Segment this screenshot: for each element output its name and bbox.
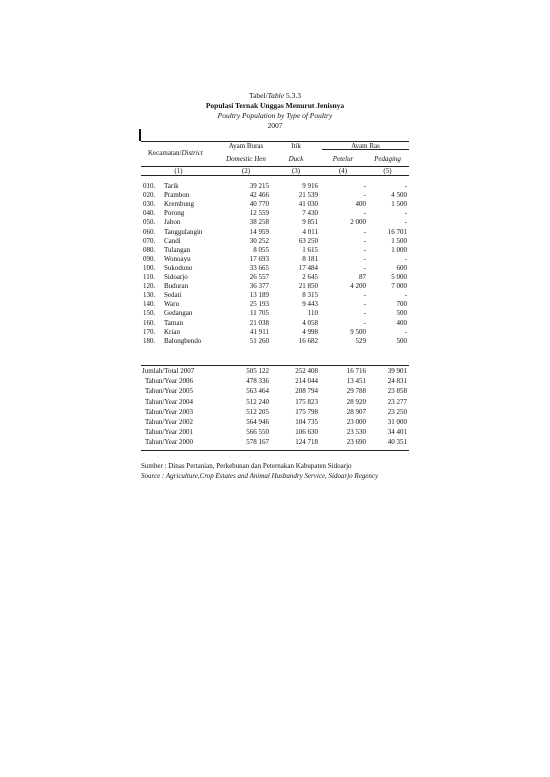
district-code: 020.	[143, 191, 156, 200]
domestic-hen-value: 51 260	[249, 336, 269, 345]
duck-value: 4 998	[302, 327, 318, 336]
domestic-hen-value: 14 959	[249, 227, 269, 236]
pedaging-value: 600	[396, 263, 407, 272]
petelur-total: 13 451	[346, 377, 366, 386]
duck-value: 7 430	[302, 209, 318, 218]
duck-value: 4 011	[302, 227, 318, 236]
petelur-total: 28 920	[346, 397, 366, 406]
petelur-value: -	[363, 263, 366, 272]
district-name: Tanggulangin	[164, 227, 203, 236]
district-name: Prambon	[164, 191, 190, 200]
domestic-hen-value: 40 770	[249, 200, 269, 209]
district-code: 100.	[143, 263, 156, 272]
district-name: Gedangan	[164, 309, 193, 318]
petelur-total: 16 716	[346, 367, 366, 375]
petelur-value: -	[363, 291, 366, 300]
petelur-total: 23 000	[346, 418, 366, 426]
year-label: Tahun/Year 2004	[145, 397, 193, 406]
domestic-hen-total: 566 550	[246, 428, 269, 437]
district-code: 090.	[143, 254, 156, 263]
district-code: 110.	[143, 273, 155, 281]
district-name: Taman	[164, 318, 183, 327]
pedaging-total: 31 000	[387, 418, 407, 426]
district-code: 120.	[143, 282, 156, 291]
district-code: 140.	[143, 300, 156, 309]
total-rule	[141, 365, 409, 366]
domestic-hen-total: 512 240	[246, 397, 269, 406]
domestic-hen-value: 17 693	[249, 254, 269, 263]
column-number: (5)	[383, 167, 392, 175]
pedaging-total: 39 901	[387, 367, 407, 375]
pedaging-value: 400	[396, 318, 407, 327]
table-left-marker	[139, 129, 141, 141]
petelur-value: 9 500	[350, 327, 366, 336]
pedaging-value: -	[404, 182, 407, 190]
pedaging-value: -	[404, 209, 407, 218]
pedaging-total: 23 277	[387, 397, 407, 406]
duck-value: 21 539	[298, 191, 318, 200]
year-label: Tahun/Year 2000	[145, 438, 193, 447]
district-name: Tulangan	[164, 245, 191, 254]
district-name: Jabon	[164, 218, 181, 227]
district-name: Krian	[164, 327, 180, 336]
domestic-hen-value: 36 377	[249, 282, 269, 291]
pedaging-total: 23 858	[387, 387, 407, 396]
table-label-en: Table	[267, 91, 285, 100]
pedaging-header: Pedaging	[374, 155, 401, 163]
district-name: Waru	[164, 300, 179, 309]
district-name: Krembung	[164, 200, 194, 209]
domestic-hen-value: 8 055	[253, 245, 269, 254]
district-code: 150.	[143, 309, 156, 318]
duck-total: 175 823	[295, 397, 318, 406]
domestic-hen-total: 564 946	[246, 418, 269, 426]
district-name: Sukodono	[164, 263, 193, 272]
pedaging-total: 40 351	[387, 438, 407, 447]
petelur-value: -	[363, 309, 366, 318]
petelur-total: 23 530	[346, 428, 366, 437]
petelur-value: -	[363, 318, 366, 327]
district-code: 030.	[143, 200, 156, 209]
domestic-hen-total: 505 122	[246, 367, 269, 375]
domestic-hen-value: 38 258	[249, 218, 269, 227]
duck-value: 8 315	[302, 291, 318, 300]
petelur-value: -	[363, 182, 366, 190]
district-code: 160.	[143, 318, 156, 327]
pedaging-value: 500	[396, 336, 407, 345]
duck-header: Duck	[288, 155, 304, 163]
duck-total: 252 408	[295, 367, 318, 375]
pedaging-value: 1 000	[391, 245, 407, 254]
district-code: 130.	[143, 291, 156, 300]
domestic-hen-total: 512 205	[246, 407, 269, 416]
duck-total: 106 630	[295, 428, 318, 437]
district-name: Tarik	[164, 182, 179, 190]
petelur-value: 4 200	[350, 282, 366, 291]
pedaging-value: 16 701	[387, 227, 407, 236]
domestic-hen-value: 25 193	[249, 300, 269, 309]
year-label: Tahun/Year 2001	[145, 428, 193, 437]
domestic-hen-value: 33 665	[249, 263, 269, 272]
year-label: Tahun/Year 2006	[145, 377, 193, 386]
petelur-value: 400	[355, 200, 366, 209]
district-header-en: District	[181, 149, 203, 157]
petelur-value: -	[363, 245, 366, 254]
petelur-value: 87	[359, 273, 366, 281]
district-name: Balongbendo	[164, 336, 202, 345]
district-code: 010.	[143, 182, 156, 190]
domestic-hen-value: 21 038	[249, 318, 269, 327]
petelur-value: -	[363, 254, 366, 263]
duck-total: 175 798	[295, 407, 318, 416]
district-name: Sedati	[164, 291, 182, 300]
pedaging-value: 7 000	[391, 282, 407, 291]
pedaging-total: 34 401	[387, 428, 407, 437]
pedaging-value: -	[404, 291, 407, 300]
year-label: Tahun/Year 2002	[145, 418, 193, 426]
column-number: (4)	[338, 167, 348, 175]
column-number: (2)	[241, 167, 251, 175]
district-name: Buduran	[164, 282, 189, 291]
district-name: Candi	[164, 236, 181, 245]
duck-total: 124 718	[295, 438, 318, 447]
pedaging-value: -	[404, 327, 407, 336]
table-label: Tabel/	[249, 91, 268, 100]
domestic-hen-value: 42 466	[249, 191, 269, 200]
district-name: Sidoarjo	[164, 273, 188, 281]
duck-value: 41 030	[298, 200, 318, 209]
domestic-hen-value: 11 705	[250, 309, 269, 318]
domestic-hen-value: 39 215	[249, 182, 269, 190]
source-note-id: Sumber : Dinas Pertanian, Perkebunan dan Peternakan Kabupaten Sidoarjo	[141, 462, 352, 470]
pedaging-value: 4 500	[391, 191, 407, 200]
itik-header: Itik	[291, 142, 301, 150]
domestic-hen-value: 41 911	[250, 327, 269, 336]
district-name: Wonoayu	[164, 254, 191, 263]
duck-value: 9 443	[302, 300, 318, 309]
district-header-id: Kecamatan/	[148, 149, 182, 157]
petelur-value: 529	[355, 336, 366, 345]
pedaging-value: 5 000	[391, 273, 407, 281]
duck-value: 2 645	[302, 273, 318, 281]
pedaging-value: 500	[396, 309, 407, 318]
pedaging-value: 1 500	[391, 200, 407, 209]
pedaging-value: 700	[396, 300, 407, 309]
district-header	[148, 149, 203, 157]
bottom-rule	[141, 450, 409, 451]
district-code: 080.	[143, 245, 156, 254]
petelur-total: 23 690	[346, 438, 366, 447]
district-code: 040.	[143, 209, 156, 218]
duck-value: 110	[307, 309, 318, 318]
domestic-hen-value: 26 557	[249, 273, 269, 281]
duck-value: 9 916	[302, 182, 318, 190]
duck-value: 17 484	[298, 263, 318, 272]
year-label: Tahun/Year 2005	[145, 387, 193, 396]
duck-value: 16 682	[298, 336, 318, 345]
duck-total: 214 044	[295, 377, 318, 386]
duck-value: 21 850	[298, 282, 318, 291]
petelur-total: 29 788	[346, 387, 366, 396]
duck-total: 208 794	[295, 387, 318, 396]
ayam-buras-header: Ayam Buras	[228, 142, 264, 150]
duck-value: 63 250	[298, 236, 318, 245]
table-number-value: 5.3.3	[284, 91, 301, 100]
pedaging-total: 23 250	[387, 407, 407, 416]
district-code: 170.	[143, 327, 156, 336]
district-name: Porong	[164, 209, 185, 218]
column-number: (1)	[174, 167, 183, 175]
domestic-hen-total: 563 464	[246, 387, 269, 396]
total-label: Jumlah/Total 2007	[142, 367, 195, 375]
column-number: (3)	[291, 167, 301, 175]
duck-value: 4 058	[302, 318, 318, 327]
table-title-id: Populasi Ternak Unggas Menurut Jenisnya	[205, 101, 345, 110]
year-label: Tahun/Year 2003	[145, 407, 193, 416]
duck-total: 104 735	[295, 418, 318, 426]
pedaging-value: 1 500	[391, 236, 407, 245]
petelur-value: -	[363, 300, 366, 309]
petelur-value: -	[363, 191, 366, 200]
district-code: 070.	[143, 236, 156, 245]
pedaging-value: -	[404, 254, 407, 263]
duck-value: 1 615	[302, 245, 318, 254]
domestic-hen-total: 478 336	[246, 377, 269, 386]
district-code: 050.	[143, 218, 156, 227]
source-note-en: Source : Agriculture,Crop Estates and Animal Husbandry Service, Sidoarjo Regency	[141, 472, 379, 480]
pedaging-value: -	[404, 218, 407, 227]
table-title-en: Poultry Population by Type of Poultry	[217, 111, 333, 120]
domestic-hen-header: Domestic Hen	[226, 155, 266, 163]
district-code: 180.	[143, 336, 156, 345]
duck-value: 8 181	[302, 254, 318, 263]
domestic-hen-value: 30 252	[249, 236, 269, 245]
petelur-total: 28 907	[346, 407, 366, 416]
petelur-header: Petelur	[332, 155, 354, 163]
domestic-hen-value: 12 559	[249, 209, 269, 218]
domestic-hen-value: 13 189	[249, 291, 269, 300]
district-code: 060.	[143, 227, 156, 236]
petelur-value: -	[363, 227, 366, 236]
pedaging-total: 24 831	[387, 377, 407, 386]
petelur-value: 2 000	[350, 218, 366, 227]
duck-value: 9 851	[302, 218, 318, 227]
domestic-hen-total: 578 167	[246, 438, 269, 447]
table-title-block	[0, 91, 550, 131]
table-number	[0, 91, 550, 101]
colnum-rule	[141, 175, 409, 176]
petelur-value: -	[363, 209, 366, 218]
table-year: 2007	[267, 121, 283, 130]
petelur-value: -	[363, 236, 366, 245]
ayam-ras-header: Ayam Ras	[351, 142, 380, 150]
